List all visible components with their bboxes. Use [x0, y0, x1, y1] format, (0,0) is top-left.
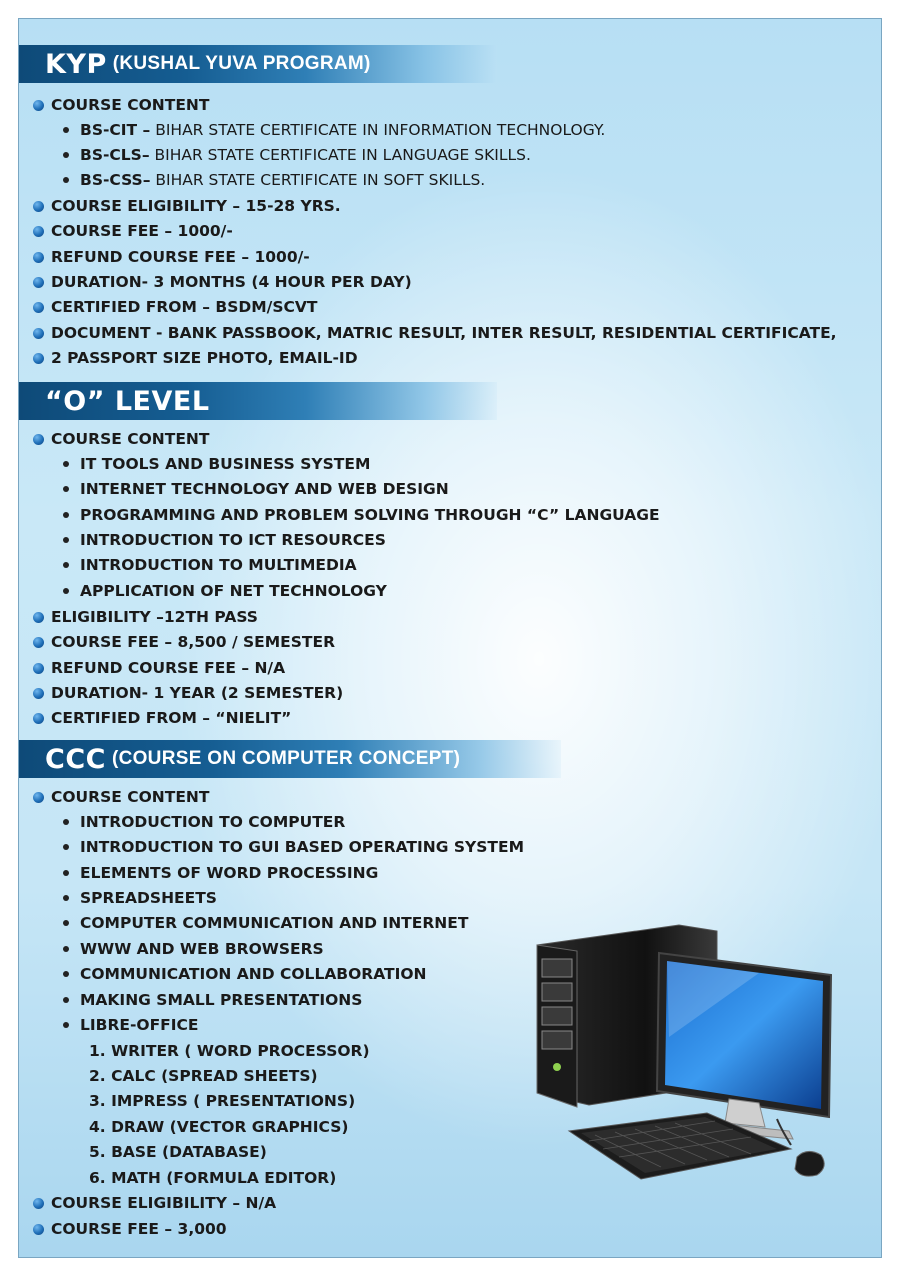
- bullet-icon: [63, 971, 69, 977]
- ccc-course-fee: COURSE FEE – 3,000: [51, 1220, 227, 1238]
- ccc-banner: [19, 740, 561, 778]
- ccc-subitem: INTRODUCTION TO COMPUTER: [80, 813, 346, 831]
- bullet-icon: [63, 562, 69, 568]
- bullet-icon: [63, 461, 69, 467]
- kyp-eligibility: COURSE ELIGIBILITY – 15-28 YRS.: [51, 197, 341, 215]
- ccc-subitem: INTRODUCTION TO GUI BASED OPERATING SYSTEM: [80, 838, 524, 856]
- libre-item: 1. WRITER ( WORD PROCESSOR): [89, 1042, 370, 1060]
- bullet-icon: [63, 512, 69, 518]
- ccc-subitem: ELEMENTS OF WORD PROCESSING: [80, 864, 379, 882]
- libre-item: 4. DRAW (VECTOR GRAPHICS): [89, 1118, 349, 1136]
- olevel-subitem: INTRODUCTION TO MULTIMEDIA: [80, 556, 357, 574]
- olevel-certified-from: CERTIFIED FROM – “NIELIT”: [51, 709, 292, 727]
- ccc-subitem: COMMUNICATION AND COLLABORATION: [80, 965, 427, 983]
- bullet-icon: [33, 713, 44, 724]
- bullet-icon: [63, 486, 69, 492]
- ccc-banner-subtitle: (COURSE ON COMPUTER CONCEPT): [111, 748, 461, 769]
- bullet-icon: [63, 177, 69, 183]
- bullet-icon: [63, 870, 69, 876]
- bullet-icon: [33, 302, 44, 313]
- olevel-duration: DURATION- 1 YEAR (2 SEMESTER): [51, 684, 344, 702]
- kyp-duration: DURATION- 3 MONTHS (4 HOUR PER DAY): [51, 273, 412, 291]
- libre-item: 5. BASE (DATABASE): [89, 1143, 267, 1161]
- kyp-banner: [19, 45, 497, 83]
- olevel-subitem: APPLICATION OF NET TECHNOLOGY: [80, 582, 387, 600]
- bullet-icon: [63, 997, 69, 1003]
- olevel-subitem: INTRODUCTION TO ICT RESOURCES: [80, 531, 386, 549]
- olevel-course-content: COURSE CONTENT: [51, 430, 210, 448]
- kyp-document: DOCUMENT - BANK PASSBOOK, MATRIC RESULT, INTER RESULT, RESIDENTIAL CERTIFICATE,: [51, 324, 837, 342]
- bullet-icon: [33, 1224, 44, 1235]
- bullet-icon: [33, 663, 44, 674]
- libre-item: 3. IMPRESS ( PRESENTATIONS): [89, 1092, 356, 1110]
- olevel-eligibility: ELIGIBILITY –12TH PASS: [51, 608, 258, 626]
- kyp-subitem: BS-CLS– BIHAR STATE CERTIFICATE IN LANGUAGE SKILLS.: [80, 146, 531, 164]
- kyp-banner-title: KYP: [45, 48, 107, 80]
- bullet-icon: [33, 353, 44, 364]
- kyp-certified-from: CERTIFIED FROM – BSDM/SCVT: [51, 298, 318, 316]
- bullet-icon: [63, 920, 69, 926]
- bullet-icon: [33, 612, 44, 623]
- ccc-eligibility: COURSE ELIGIBILITY – N/A: [51, 1194, 277, 1212]
- olevel-banner: [19, 382, 497, 420]
- ccc-subitem: MAKING SMALL PRESENTATIONS: [80, 991, 363, 1009]
- bullet-icon: [63, 819, 69, 825]
- bullet-icon: [33, 252, 44, 263]
- bullet-icon: [63, 895, 69, 901]
- bullet-icon: [63, 946, 69, 952]
- ccc-course-content: COURSE CONTENT: [51, 788, 210, 806]
- bullet-icon: [33, 100, 44, 111]
- libre-item: 6. MATH (FORMULA EDITOR): [89, 1169, 337, 1187]
- bullet-icon: [63, 844, 69, 850]
- kyp-banner-subtitle: (KUSHAL YUVA PROGRAM): [112, 53, 371, 74]
- kyp-refund-fee: REFUND COURSE FEE – 1000/-: [51, 248, 310, 266]
- kyp-subitem: BS-CSS– BIHAR STATE CERTIFICATE IN SOFT SKILLS.: [80, 171, 486, 189]
- bullet-icon: [63, 152, 69, 158]
- ccc-subitem: COMPUTER COMMUNICATION AND INTERNET: [80, 914, 469, 932]
- ccc-banner-title: CCC: [45, 743, 106, 775]
- bullet-icon: [63, 1022, 69, 1028]
- bullet-icon: [33, 277, 44, 288]
- ccc-subitem: SPREADSHEETS: [80, 889, 217, 907]
- bullet-icon: [33, 792, 44, 803]
- brochure-page: [18, 18, 882, 1258]
- bullet-icon: [33, 434, 44, 445]
- bullet-icon: [33, 1198, 44, 1209]
- kyp-document-extra: 2 PASSPORT SIZE PHOTO, EMAIL-ID: [51, 349, 358, 367]
- ccc-subitem-libre-office: LIBRE-OFFICE: [80, 1016, 199, 1034]
- libre-item: 2. CALC (SPREAD SHEETS): [89, 1067, 318, 1085]
- ccc-subitem: WWW AND WEB BROWSERS: [80, 940, 324, 958]
- bullet-icon: [33, 226, 44, 237]
- olevel-subitem: PROGRAMMING AND PROBLEM SOLVING THROUGH “C” LANGUAGE: [80, 506, 660, 524]
- bullet-icon: [63, 588, 69, 594]
- olevel-refund-fee: REFUND COURSE FEE – N/A: [51, 659, 286, 677]
- bullet-icon: [33, 688, 44, 699]
- kyp-course-fee: COURSE FEE – 1000/-: [51, 222, 233, 240]
- bullet-icon: [33, 201, 44, 212]
- olevel-course-fee: COURSE FEE – 8,500 / SEMESTER: [51, 633, 336, 651]
- bullet-icon: [33, 328, 44, 339]
- olevel-banner-title: “O” LEVEL: [45, 385, 210, 417]
- bullet-icon: [63, 537, 69, 543]
- kyp-subitem: BS-CIT – BIHAR STATE CERTIFICATE IN INFORMATION TECHNOLOGY.: [80, 121, 606, 139]
- desktop-computer-icon: [529, 917, 839, 1197]
- olevel-subitem: IT TOOLS AND BUSINESS SYSTEM: [80, 455, 371, 473]
- bullet-icon: [33, 637, 44, 648]
- bullet-icon: [63, 127, 69, 133]
- kyp-course-content: COURSE CONTENT: [51, 96, 210, 114]
- olevel-subitem: INTERNET TECHNOLOGY AND WEB DESIGN: [80, 480, 449, 498]
